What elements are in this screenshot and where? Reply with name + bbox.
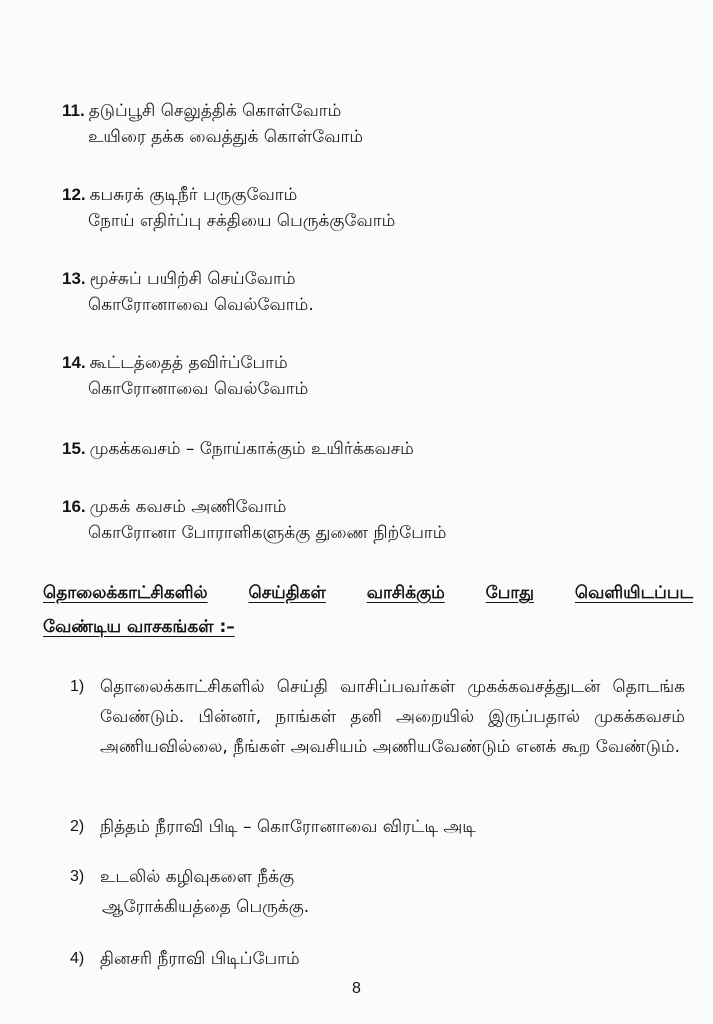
slogan-line-1: கூட்டத்தைத் தவிர்ப்போம்	[89, 353, 288, 373]
slogan-line-2: கொரோனாவை வெல்வோம்.	[88, 295, 314, 315]
heading-word: தொலைக்காட்சிகளில்	[43, 583, 208, 603]
slogan-number: 12.	[62, 185, 86, 204]
slogan-line-2: நோய் எதிர்ப்பு சக்தியை பெருக்குவோம்	[88, 211, 396, 231]
message-text: உடலில் கழிவுகளை நீக்கு	[100, 867, 295, 887]
slogan-line-1: தடுப்பூசி செலுத்திக் கொள்வோம்	[88, 101, 342, 121]
heading-line-1	[43, 576, 693, 610]
message-number: 2)	[70, 818, 85, 835]
heading-word: செய்திகள்	[248, 583, 326, 603]
slogan-number: 16.	[62, 497, 86, 516]
slogan-15	[62, 436, 662, 462]
slogan-line-1: முகக்கவசம் – நோய்காக்கும் உயிர்க்கவசம்	[89, 439, 414, 459]
message-number: 3)	[70, 868, 85, 885]
slogan-number: 14.	[62, 353, 86, 372]
heading-word: வாசிக்கும்	[366, 583, 445, 603]
message-number: 4)	[70, 950, 85, 967]
slogan-line-2: கொரோனாவை வெல்வோம்	[88, 379, 309, 399]
heading-word: போது	[485, 583, 535, 603]
slogan-number: 11.	[62, 101, 85, 120]
slogan-number: 15.	[62, 439, 86, 458]
section-heading	[43, 576, 693, 644]
message-text: நித்தம் நீராவி பிடி – கொரோனாவை விரட்டி அடி	[100, 817, 476, 837]
page-number: 8	[352, 980, 361, 997]
heading-line-2: வேண்டிய வாசகங்கள் :–	[43, 617, 235, 637]
slogan-11	[62, 98, 662, 150]
message-3	[70, 862, 690, 922]
message-1	[70, 672, 690, 762]
slogan-line-1: கபசுரக் குடிநீர் பருகுவோம்	[89, 185, 298, 205]
message-2	[70, 812, 690, 842]
slogan-line-2: உயிரை தக்க வைத்துக் கொள்வோம்	[88, 127, 364, 147]
slogan-12	[62, 182, 662, 234]
message-4	[70, 944, 690, 974]
heading-word: வெளியிடப்பட	[574, 583, 693, 603]
message-number: 1)	[70, 678, 85, 695]
slogan-number: 13.	[62, 269, 86, 288]
slogan-16	[62, 494, 662, 546]
slogan-14	[62, 350, 662, 402]
slogan-line-2: கொரோனா போராளிகளுக்கு துணை நிற்போம்	[88, 523, 447, 543]
slogan-line-1: மூச்சுப் பயிற்சி செய்வோம்	[89, 269, 296, 289]
message-text: தொலைக்காட்சிகளில் செய்தி வாசிப்பவர்கள் முகக்கவசத்துடன் தொடங்க வேண்டும். பின்னர், நாங்கள் தனி அறையில் இருப்பதால் முகக்கவசம் அணியவில்லை, நீங்கள் அவசியம் அணியவேண்டும் எனக் கூற வேண்டும்.	[100, 677, 685, 757]
message-text-line-2: ஆரோக்கியத்தை பெருக்கு.	[102, 897, 310, 917]
message-text: தினசரி நீராவி பிடிப்போம்	[100, 949, 300, 969]
slogan-13	[62, 266, 662, 318]
slogan-line-1: முகக் கவசம் அணிவோம்	[89, 497, 287, 517]
